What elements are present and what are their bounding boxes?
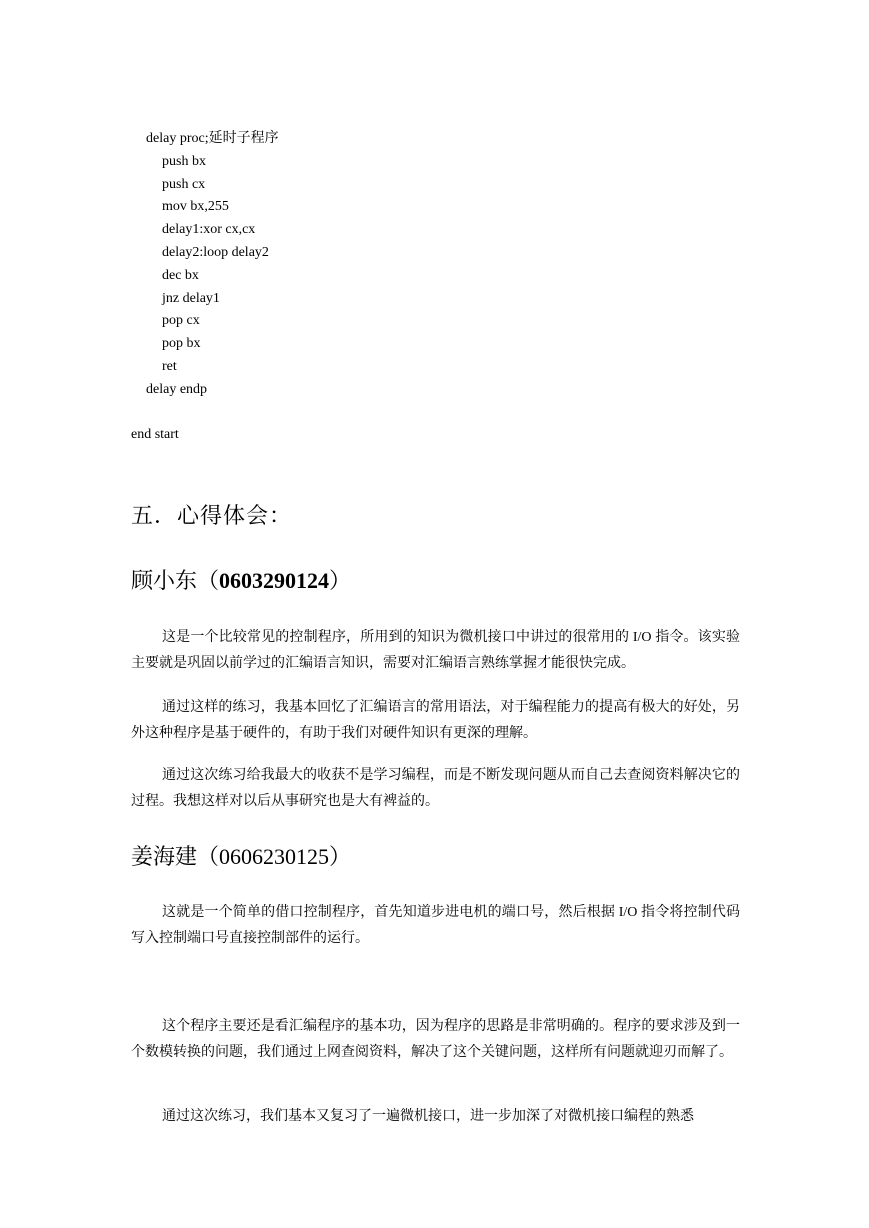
person-heading-gu: [131, 567, 351, 595]
paragraph: 通过这次练习给我最大的收获不是学习编程，而是不断发现问题从而自己去查阅资料解决它的过程。我想这样对以后从事研究也是大有裨益的。: [131, 768, 740, 809]
code-line: delay proc;延时子程序: [146, 131, 279, 146]
student-id: 0603290124: [219, 568, 330, 593]
code-line: push bx: [162, 153, 206, 169]
code-line: [0, 402, 869, 425]
code-line: delay1:xor cx,cx: [162, 222, 256, 238]
closing-paren: ）: [329, 568, 352, 593]
code-line: mov bx,255: [162, 199, 229, 215]
code-line: end start: [131, 427, 179, 443]
code-line: pop cx: [162, 313, 200, 329]
paragraph: 通过这次练习，我们基本又复习了一遍微机接口，进一步加深了对微机接口编程的熟悉: [162, 1109, 694, 1124]
paragraph: 这个程序主要还是看汇编程序的基本功，因为程序的思路是非常明确的。程序的要求涉及到一个数模转换的问题，我们通过上网查阅资料，解决了这个关键问题，这样所有问题就迎刃而解了。: [131, 1019, 740, 1060]
person-heading-jiang: 姜海建（0606230125）: [131, 844, 352, 869]
code-line: delay2:loop delay2: [162, 244, 269, 260]
code-line: pop bx: [162, 336, 201, 352]
paragraph: 这是一个比较常见的控制程序，所用到的知识为微机接口中讲过的很常用的 I/O 指令。该实验主要就是巩固以前学过的汇编语言知识，需要对汇编语言熟练掌握才能很快完成。: [131, 630, 740, 671]
person-name: 顾小东（: [131, 568, 220, 593]
code-line: dec bx: [162, 267, 199, 283]
code-line: delay endp: [146, 381, 208, 397]
code-line: jnz delay1: [162, 290, 220, 306]
paragraph: 这就是一个简单的借口控制程序，首先知道步进电机的端口号，然后根据 I/O 指令将控制代码写入控制端口号直接控制部件的运行。: [131, 905, 740, 946]
paragraph: 通过这样的练习，我基本回忆了汇编语言的常用语法，对于编程能力的提高有极大的好处，另外这种程序是基于硬件的，有助于我们对硬件知识有更深的理解。: [131, 700, 740, 741]
code-listing: [0, 128, 869, 447]
code-line: push cx: [162, 176, 206, 192]
section-heading: 五．心得体会：: [131, 503, 293, 528]
code-line: ret: [162, 358, 177, 374]
